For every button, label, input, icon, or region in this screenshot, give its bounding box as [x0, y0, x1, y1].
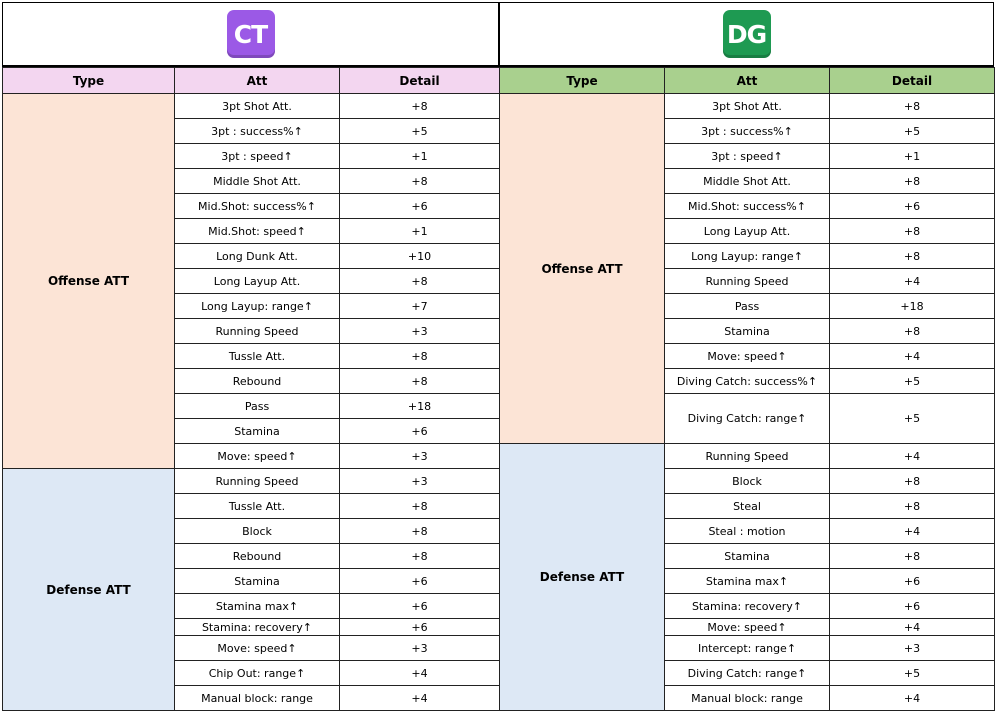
att-cell: Pass [175, 394, 340, 419]
detail-cell: +4 [830, 344, 995, 369]
dg-logo-row [499, 2, 994, 67]
att-cell: Stamina max↑ [175, 594, 340, 619]
detail-cell: +8 [830, 244, 995, 269]
detail-cell: +8 [340, 519, 500, 544]
att-cell: Move: speed↑ [175, 636, 340, 661]
dg-logo: DG [723, 10, 771, 58]
att-cell: Move: speed↑ [665, 344, 830, 369]
detail-cell: +3 [830, 636, 995, 661]
att-cell: Move: speed↑ [175, 444, 340, 469]
detail-cell: +8 [340, 344, 500, 369]
att-cell: Stamina [665, 319, 830, 344]
detail-cell: +8 [830, 169, 995, 194]
detail-cell: +8 [830, 494, 995, 519]
detail-cell: +6 [340, 619, 500, 636]
att-cell: Running Speed [665, 444, 830, 469]
att-cell: Steal : motion [665, 519, 830, 544]
att-cell: Stamina: recovery↑ [175, 619, 340, 636]
att-cell: Steal [665, 494, 830, 519]
detail-cell: +4 [830, 269, 995, 294]
ct-logo-row [2, 2, 499, 67]
detail-cell: +4 [830, 686, 995, 711]
att-cell: Mid.Shot: success%↑ [175, 194, 340, 219]
detail-cell: +1 [340, 144, 500, 169]
detail-cell: +8 [830, 94, 995, 119]
detail-cell: +4 [830, 519, 995, 544]
detail-cell: +18 [830, 294, 995, 319]
att-cell: Block [175, 519, 340, 544]
att-cell: 3pt : speed↑ [175, 144, 340, 169]
att-cell: Rebound [175, 544, 340, 569]
att-cell: Manual block: range [175, 686, 340, 711]
att-cell: Chip Out: range↑ [175, 661, 340, 686]
detail-cell: +8 [830, 544, 995, 569]
detail-cell: +1 [340, 219, 500, 244]
dg-defense-row [500, 444, 995, 469]
ct-offense-row [3, 94, 500, 119]
att-cell: 3pt : success%↑ [665, 119, 830, 144]
detail-cell: +8 [340, 494, 500, 519]
ct-offense-type-cell: Offense ATT [3, 94, 175, 469]
att-cell: Stamina: recovery↑ [665, 594, 830, 619]
att-cell: Middle Shot Att. [175, 169, 340, 194]
att-cell: Block [665, 469, 830, 494]
ct-header-detail: Detail [340, 68, 500, 94]
dg-defense-type-cell: Defense ATT [500, 444, 665, 711]
att-cell: Stamina [175, 419, 340, 444]
ct-table-body [3, 94, 500, 711]
detail-cell: +8 [340, 369, 500, 394]
detail-cell: +8 [830, 219, 995, 244]
detail-cell: +4 [830, 444, 995, 469]
ct-header-row [3, 68, 500, 94]
att-cell: Long Layup Att. [665, 219, 830, 244]
detail-cell: +3 [340, 444, 500, 469]
att-cell: Stamina [665, 544, 830, 569]
att-cell: Running Speed [175, 469, 340, 494]
detail-cell: +5 [830, 119, 995, 144]
att-cell: Running Speed [665, 269, 830, 294]
att-cell: Diving Catch: range↑ [665, 394, 830, 444]
att-cell: 3pt : speed↑ [665, 144, 830, 169]
detail-cell: +7 [340, 294, 500, 319]
detail-cell: +18 [340, 394, 500, 419]
detail-cell: +10 [340, 244, 500, 269]
ct-defense-type-cell: Defense ATT [3, 469, 175, 711]
att-cell: Stamina max↑ [665, 569, 830, 594]
ct-table [2, 67, 500, 711]
att-cell: Running Speed [175, 319, 340, 344]
detail-cell: +5 [340, 119, 500, 144]
detail-cell: +6 [340, 194, 500, 219]
att-cell: Rebound [175, 369, 340, 394]
att-cell: Diving Catch: success%↑ [665, 369, 830, 394]
dg-header-type: Type [500, 68, 665, 94]
detail-cell: +6 [340, 419, 500, 444]
att-cell: 3pt Shot Att. [175, 94, 340, 119]
dg-panel [499, 2, 994, 711]
detail-cell: +6 [340, 594, 500, 619]
dg-offense-type-cell: Offense ATT [500, 94, 665, 444]
att-cell: Manual block: range [665, 686, 830, 711]
att-cell: Mid.Shot: speed↑ [175, 219, 340, 244]
detail-cell: +8 [830, 469, 995, 494]
att-cell: Diving Catch: range↑ [665, 661, 830, 686]
dg-table-body [500, 94, 995, 711]
ct-panel [2, 2, 499, 711]
detail-cell: +8 [340, 169, 500, 194]
ct-defense-row [3, 469, 500, 494]
detail-cell: +6 [830, 569, 995, 594]
ct-header-att: Att [175, 68, 340, 94]
detail-cell: +1 [830, 144, 995, 169]
dg-offense-row [500, 94, 995, 119]
detail-cell: +4 [830, 619, 995, 636]
detail-cell: +4 [340, 661, 500, 686]
detail-cell: +8 [340, 544, 500, 569]
att-cell: Long Layup: range↑ [175, 294, 340, 319]
detail-cell: +6 [830, 194, 995, 219]
detail-cell: +8 [340, 269, 500, 294]
detail-cell: +5 [830, 369, 995, 394]
detail-cell: +6 [340, 569, 500, 594]
att-cell: 3pt Shot Att. [665, 94, 830, 119]
att-cell: Stamina [175, 569, 340, 594]
att-cell: Tussle Att. [175, 494, 340, 519]
att-cell: Move: speed↑ [665, 619, 830, 636]
dg-table [499, 67, 995, 711]
detail-cell: +5 [830, 661, 995, 686]
ct-header-type: Type [3, 68, 175, 94]
att-cell: Pass [665, 294, 830, 319]
detail-cell: +8 [830, 319, 995, 344]
att-cell: Long Layup Att. [175, 269, 340, 294]
detail-cell: +6 [830, 594, 995, 619]
att-cell: Intercept: range↑ [665, 636, 830, 661]
att-cell: Long Dunk Att. [175, 244, 340, 269]
att-cell: 3pt : success%↑ [175, 119, 340, 144]
dg-header-row [500, 68, 995, 94]
att-cell: Mid.Shot: success%↑ [665, 194, 830, 219]
att-cell: Middle Shot Att. [665, 169, 830, 194]
detail-cell: +5 [830, 394, 995, 444]
dg-header-detail: Detail [830, 68, 995, 94]
att-cell: Tussle Att. [175, 344, 340, 369]
detail-cell: +3 [340, 636, 500, 661]
ct-logo: CT [227, 10, 275, 58]
detail-cell: +8 [340, 94, 500, 119]
detail-cell: +3 [340, 469, 500, 494]
detail-cell: +4 [340, 686, 500, 711]
dg-header-att: Att [665, 68, 830, 94]
detail-cell: +3 [340, 319, 500, 344]
att-cell: Long Layup: range↑ [665, 244, 830, 269]
